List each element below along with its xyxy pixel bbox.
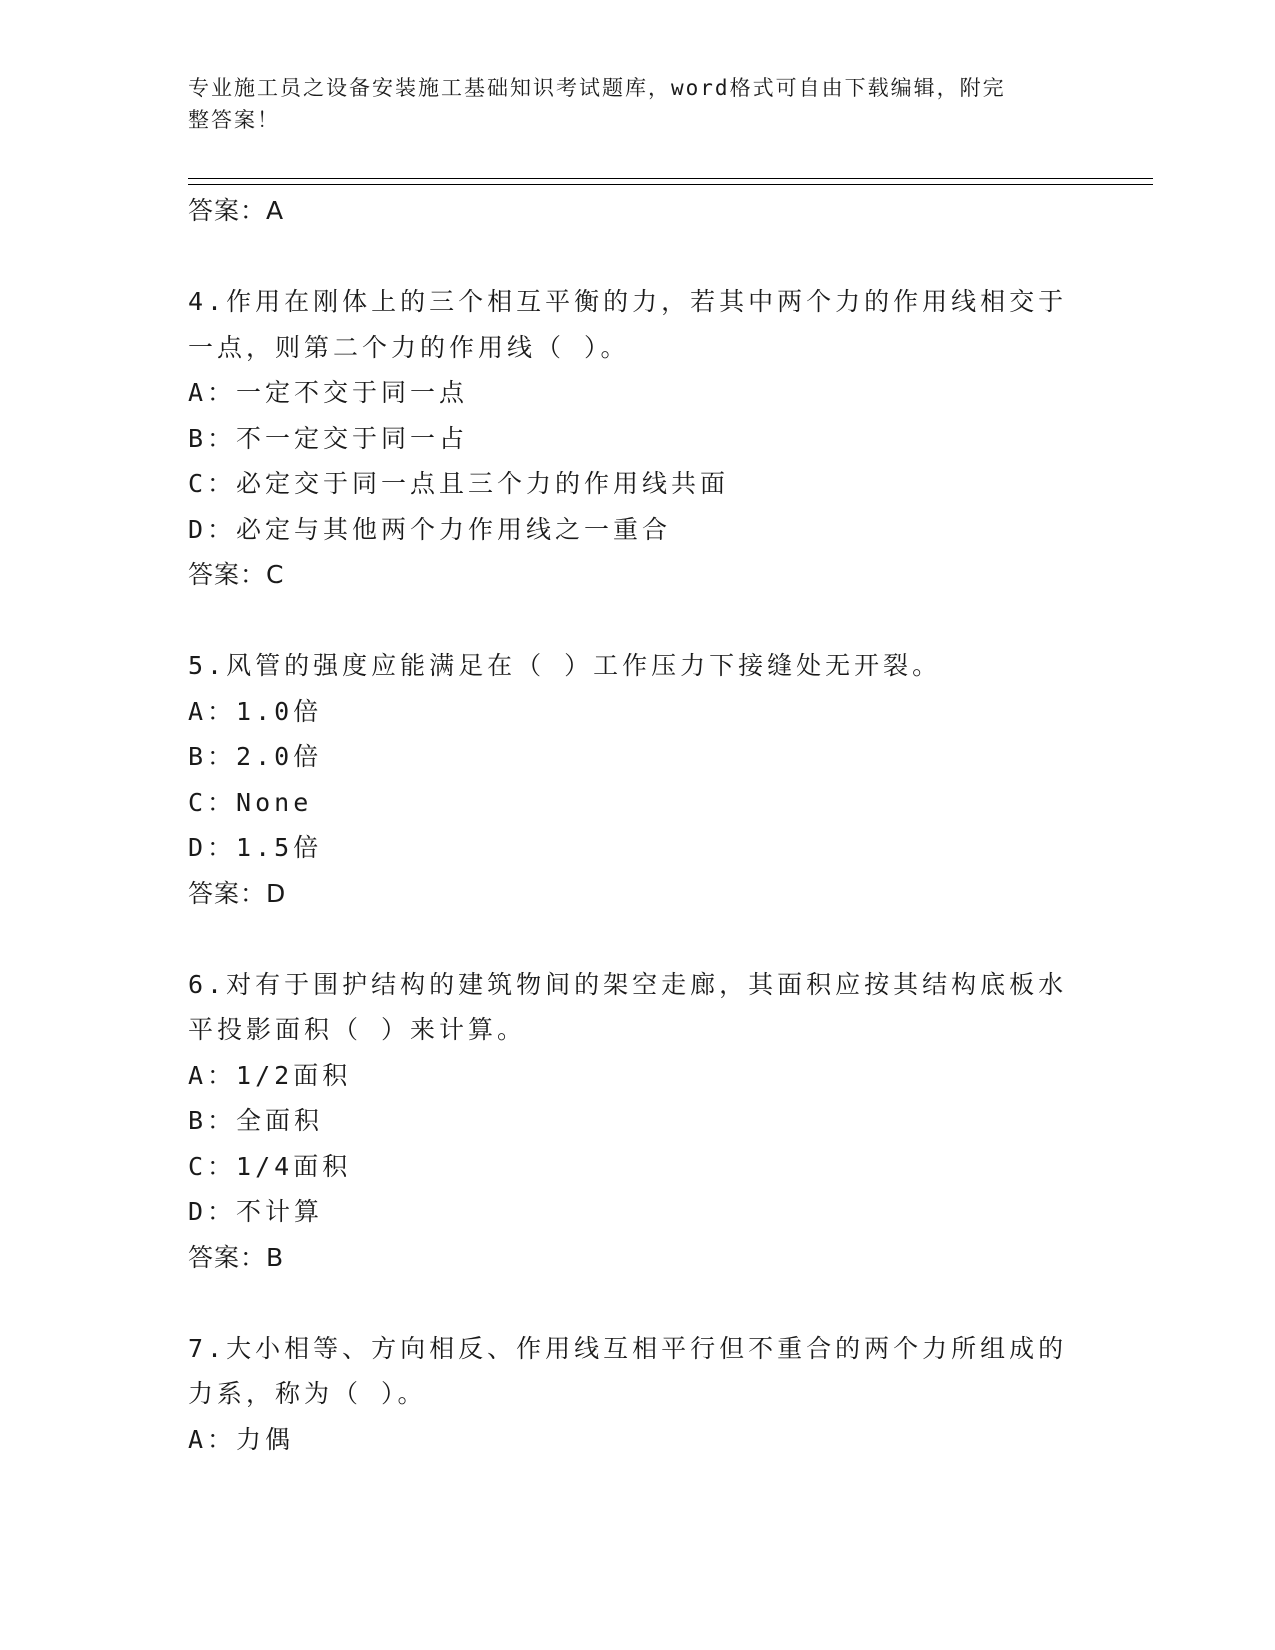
spacer <box>188 1280 1068 1326</box>
option-d: D：1.5倍 <box>188 833 323 862</box>
option-a: A：力偶 <box>188 1424 295 1454</box>
question-stem: 4.作用在刚体上的三个相互平衡的力，若其中两个力的作用线相交于 <box>188 287 1068 316</box>
question-stem: 平投影面积（ ）来计算。 <box>188 1015 527 1044</box>
question-stem: 6.对有于围护结构的建筑物间的架空走廊，其面积应按其结构底板水 <box>188 969 1068 999</box>
question-stem: 力系，称为（ ）。 <box>188 1379 427 1408</box>
question-5 <box>188 643 1068 916</box>
question-7 <box>188 1326 1068 1463</box>
option-a: A：1.0倍 <box>188 696 323 726</box>
spacer <box>188 916 1068 962</box>
option-a: A：一定不交于同一点 <box>188 378 469 407</box>
option-b: B：不一定交于同一占 <box>188 423 469 453</box>
option-c: C：None <box>188 787 313 817</box>
question-stem: 5.风管的强度应能满足在（ ）工作压力下接缝处无开裂。 <box>188 651 942 680</box>
option-b: B：2.0倍 <box>188 742 323 771</box>
option-d: D：必定与其他两个力作用线之一重合 <box>188 514 672 544</box>
document-header <box>188 72 1068 136</box>
question-list <box>188 188 1068 1462</box>
answer: 答案：D <box>188 878 287 908</box>
question-6 <box>188 962 1068 1281</box>
option-d: D：不计算 <box>188 1197 324 1226</box>
spacer <box>188 234 1068 280</box>
question-stem: 一点，则第二个力的作用线（ ）。 <box>188 332 630 362</box>
option-a: A：1/2面积 <box>188 1060 352 1090</box>
answer: 答案：C <box>188 560 285 589</box>
option-c: C：1/4面积 <box>188 1151 352 1181</box>
previous-answer: 答案：A <box>188 196 285 225</box>
question-stem: 7.大小相等、方向相反、作用线互相平行但不重合的两个力所组成的 <box>188 1333 1068 1363</box>
option-b: B：全面积 <box>188 1106 324 1135</box>
header-line-2: 整答案！ <box>188 108 280 132</box>
header-divider-bottom <box>188 184 1153 185</box>
answer: 答案：B <box>188 1242 285 1272</box>
spacer <box>188 598 1068 644</box>
option-c: C：必定交于同一点且三个力的作用线共面 <box>188 469 730 498</box>
question-4 <box>188 279 1068 598</box>
header-line-1: 专业施工员之设备安装施工基础知识考试题库，word格式可自由下载编辑，附完 <box>188 76 1006 100</box>
header-divider-top <box>188 178 1153 179</box>
